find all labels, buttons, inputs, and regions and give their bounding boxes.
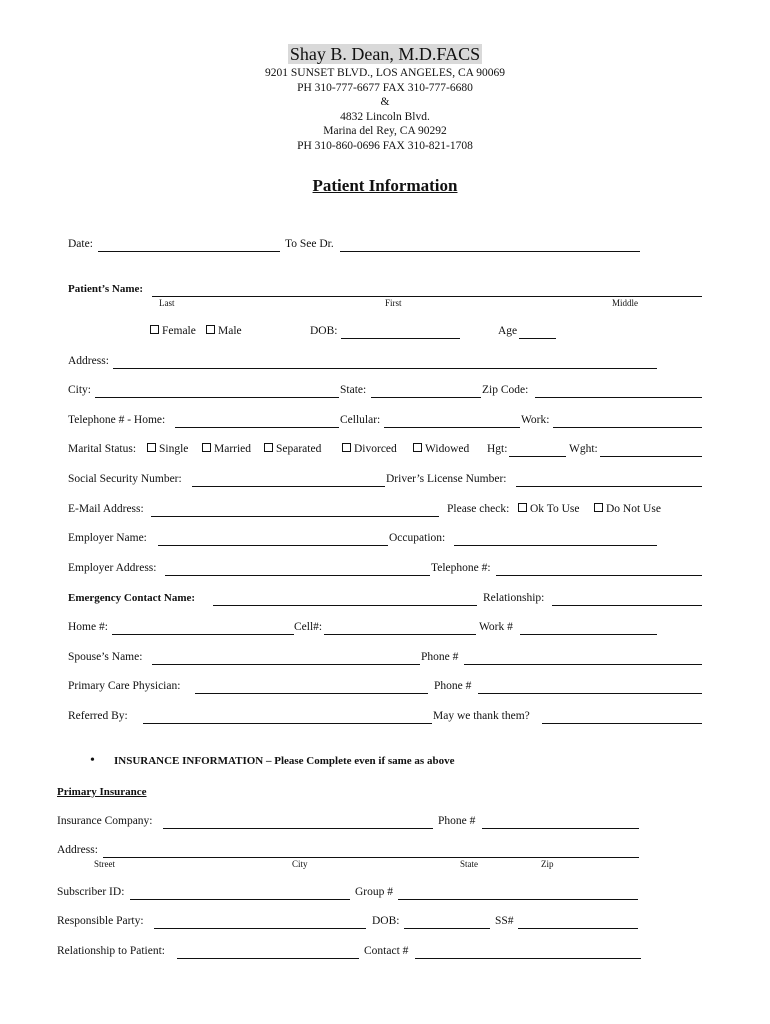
group-label: Group # xyxy=(355,886,394,898)
ssn-field[interactable] xyxy=(192,486,385,487)
row-insurance-company xyxy=(0,815,770,833)
divorced-option[interactable]: Divorced xyxy=(342,443,397,455)
wght-label: Wght: xyxy=(569,443,598,455)
address-line-1: 9201 SUNSET BLVD., LOS ANGELES, CA 90069 xyxy=(265,67,505,79)
do-not-use-checkbox[interactable] xyxy=(594,503,603,512)
group-field[interactable] xyxy=(398,899,638,900)
insurance-dob-label: DOB: xyxy=(372,915,400,927)
emergency-contact-label: Emergency Contact Name: xyxy=(68,592,196,604)
cellular-label: Cellular: xyxy=(340,414,381,426)
cellular-field[interactable] xyxy=(384,427,520,428)
row-marital xyxy=(0,443,770,461)
primary-care-label: Primary Care Physician: xyxy=(68,680,181,692)
subscriber-id-label: Subscriber ID: xyxy=(57,886,125,898)
row-subscriber xyxy=(0,886,770,904)
row-emergency xyxy=(0,592,770,610)
first-caption: First xyxy=(385,298,402,308)
doctor-name: Shay B. Dean, M.D.FACS xyxy=(289,44,481,64)
row-employer-address xyxy=(0,562,770,580)
occupation-field[interactable] xyxy=(454,545,657,546)
may-we-thank-field[interactable] xyxy=(542,723,702,724)
last-caption: Last xyxy=(159,298,175,308)
work-number-label: Work # xyxy=(479,621,513,633)
married-option[interactable]: Married xyxy=(202,443,251,455)
employer-telephone-label: Telephone #: xyxy=(431,562,491,574)
patient-name-field[interactable] xyxy=(152,296,702,297)
telephone-home-field[interactable] xyxy=(175,427,339,428)
employer-telephone-field[interactable] xyxy=(496,575,702,576)
spouse-name-field[interactable] xyxy=(152,664,420,665)
insurance-dob-field[interactable] xyxy=(404,928,490,929)
hgt-label: Hgt: xyxy=(487,443,508,455)
row-city xyxy=(0,384,770,402)
wght-field[interactable] xyxy=(600,456,702,457)
row-ssn xyxy=(0,473,770,491)
separated-option[interactable]: Separated xyxy=(264,443,321,455)
male-option[interactable]: Male xyxy=(206,325,242,337)
telephone-home-label: Telephone # - Home: xyxy=(68,414,166,426)
drivers-license-label: Driver’s License Number: xyxy=(386,473,507,485)
insurance-phone-field[interactable] xyxy=(482,828,639,829)
employer-name-label: Employer Name: xyxy=(68,532,147,544)
row-insurance-address xyxy=(0,844,770,862)
patient-name-label: Patient’s Name: xyxy=(68,283,144,295)
address-line-2: PH 310-777-6677 FAX 310-777-6680 xyxy=(297,81,473,94)
zip-field[interactable] xyxy=(535,397,702,398)
city-label: City: xyxy=(68,384,92,396)
zip-label: Zip Code: xyxy=(482,384,529,396)
ss-label: SS# xyxy=(495,915,514,927)
spouse-name-label: Spouse’s Name: xyxy=(68,651,143,663)
cell-field[interactable] xyxy=(324,634,476,635)
page-title: Patient Information xyxy=(312,176,458,195)
row-spouse xyxy=(0,651,770,669)
city-caption: City xyxy=(292,859,308,869)
employer-name-field[interactable] xyxy=(158,545,388,546)
primary-care-field[interactable] xyxy=(195,693,428,694)
female-checkbox[interactable] xyxy=(150,325,159,334)
state-field[interactable] xyxy=(371,397,481,398)
spouse-phone-field[interactable] xyxy=(464,664,702,665)
state-caption: State xyxy=(460,859,478,869)
relationship-label: Relationship: xyxy=(483,592,545,604)
widowed-checkbox[interactable] xyxy=(413,443,422,452)
ss-field[interactable] xyxy=(518,928,638,929)
emergency-contact-field[interactable] xyxy=(213,605,477,606)
row-primary-insurance xyxy=(0,786,770,804)
referred-by-field[interactable] xyxy=(143,723,432,724)
hgt-field[interactable] xyxy=(509,456,566,457)
work-label: Work: xyxy=(521,414,550,426)
female-option[interactable]: Female xyxy=(150,325,196,337)
row-email xyxy=(0,503,770,521)
insurance-company-field[interactable] xyxy=(163,828,433,829)
row-date xyxy=(0,238,770,256)
row-gender xyxy=(0,325,770,343)
row-relationship-patient xyxy=(0,945,770,963)
row-address xyxy=(0,355,770,373)
email-field[interactable] xyxy=(151,516,439,517)
relationship-to-patient-field[interactable] xyxy=(177,958,359,959)
middle-caption: Middle xyxy=(612,298,638,308)
insurance-address-field[interactable] xyxy=(103,857,639,858)
please-check-label: Please check: xyxy=(447,503,510,515)
responsible-party-field[interactable] xyxy=(154,928,366,929)
address-field[interactable] xyxy=(113,368,657,369)
referred-by-label: Referred By: xyxy=(68,710,128,722)
row-insurance-heading xyxy=(0,755,770,773)
spouse-phone-label: Phone # xyxy=(421,651,459,663)
single-option[interactable]: Single xyxy=(147,443,188,455)
contact-field[interactable] xyxy=(415,958,641,959)
ok-to-use-option[interactable]: Ok To Use xyxy=(518,503,579,515)
marital-status-label: Marital Status: xyxy=(68,443,137,455)
work-number-field[interactable] xyxy=(520,634,657,635)
occupation-label: Occupation: xyxy=(389,532,446,544)
insurance-phone-label: Phone # xyxy=(438,815,476,827)
insurance-company-label: Insurance Company: xyxy=(57,815,153,827)
insurance-heading: INSURANCE INFORMATION – Please Complete even if same as above xyxy=(114,755,455,767)
ok-to-use-checkbox[interactable] xyxy=(518,503,527,512)
single-checkbox[interactable] xyxy=(147,443,156,452)
relationship-to-patient-label: Relationship to Patient: xyxy=(57,945,165,957)
dob-field[interactable] xyxy=(341,338,460,339)
to-see-field[interactable] xyxy=(340,251,640,252)
address-line-5: Marina del Rey, CA 90292 xyxy=(323,125,447,138)
home-field[interactable] xyxy=(112,634,294,635)
date-field[interactable] xyxy=(98,251,280,252)
email-label: E-Mail Address: xyxy=(68,503,144,515)
date-label: Date: xyxy=(68,238,93,250)
address-line-3: & xyxy=(380,96,390,109)
married-checkbox[interactable] xyxy=(202,443,211,452)
zip-caption: Zip xyxy=(541,859,554,869)
row-home xyxy=(0,621,770,639)
drivers-license-field[interactable] xyxy=(516,486,702,487)
employer-address-field[interactable] xyxy=(165,575,430,576)
may-we-thank-label: May we thank them? xyxy=(433,710,530,722)
insurance-address-label: Address: xyxy=(57,844,98,856)
row-telephone xyxy=(0,414,770,432)
employer-address-label: Employer Address: xyxy=(68,562,157,574)
street-caption: Street xyxy=(94,859,115,869)
responsible-party-label: Responsible Party: xyxy=(57,915,144,927)
address-label: Address: xyxy=(68,355,109,367)
relationship-field[interactable] xyxy=(552,605,702,606)
primary-insurance-heading: Primary Insurance xyxy=(57,786,147,798)
age-label: Age xyxy=(498,325,518,337)
to-see-label: To See Dr. xyxy=(285,238,334,250)
row-primary-care xyxy=(0,680,770,698)
divorced-checkbox[interactable] xyxy=(342,443,351,452)
home-label: Home #: xyxy=(68,621,108,633)
separated-checkbox[interactable] xyxy=(264,443,273,452)
primary-care-phone-label: Phone # xyxy=(434,680,472,692)
primary-care-phone-field[interactable] xyxy=(478,693,702,694)
bullet-icon: • xyxy=(90,753,95,768)
row-employer xyxy=(0,532,770,550)
age-field[interactable] xyxy=(519,338,556,339)
row-referred xyxy=(0,710,770,728)
contact-label: Contact # xyxy=(364,945,409,957)
ssn-label: Social Security Number: xyxy=(68,473,182,485)
work-field[interactable] xyxy=(553,427,702,428)
male-checkbox[interactable] xyxy=(206,325,215,334)
subscriber-id-field[interactable] xyxy=(130,899,350,900)
dob-label: DOB: xyxy=(310,325,338,337)
do-not-use-option[interactable]: Do Not Use xyxy=(594,503,661,515)
address-line-4: 4832 Lincoln Blvd. xyxy=(340,110,430,123)
widowed-option[interactable]: Widowed xyxy=(413,443,469,455)
city-field[interactable] xyxy=(95,397,339,398)
address-line-6: PH 310-860-0696 FAX 310-821-1708 xyxy=(297,140,473,152)
state-label: State: xyxy=(340,384,367,396)
row-responsible xyxy=(0,915,770,933)
cell-label: Cell#: xyxy=(294,621,323,633)
